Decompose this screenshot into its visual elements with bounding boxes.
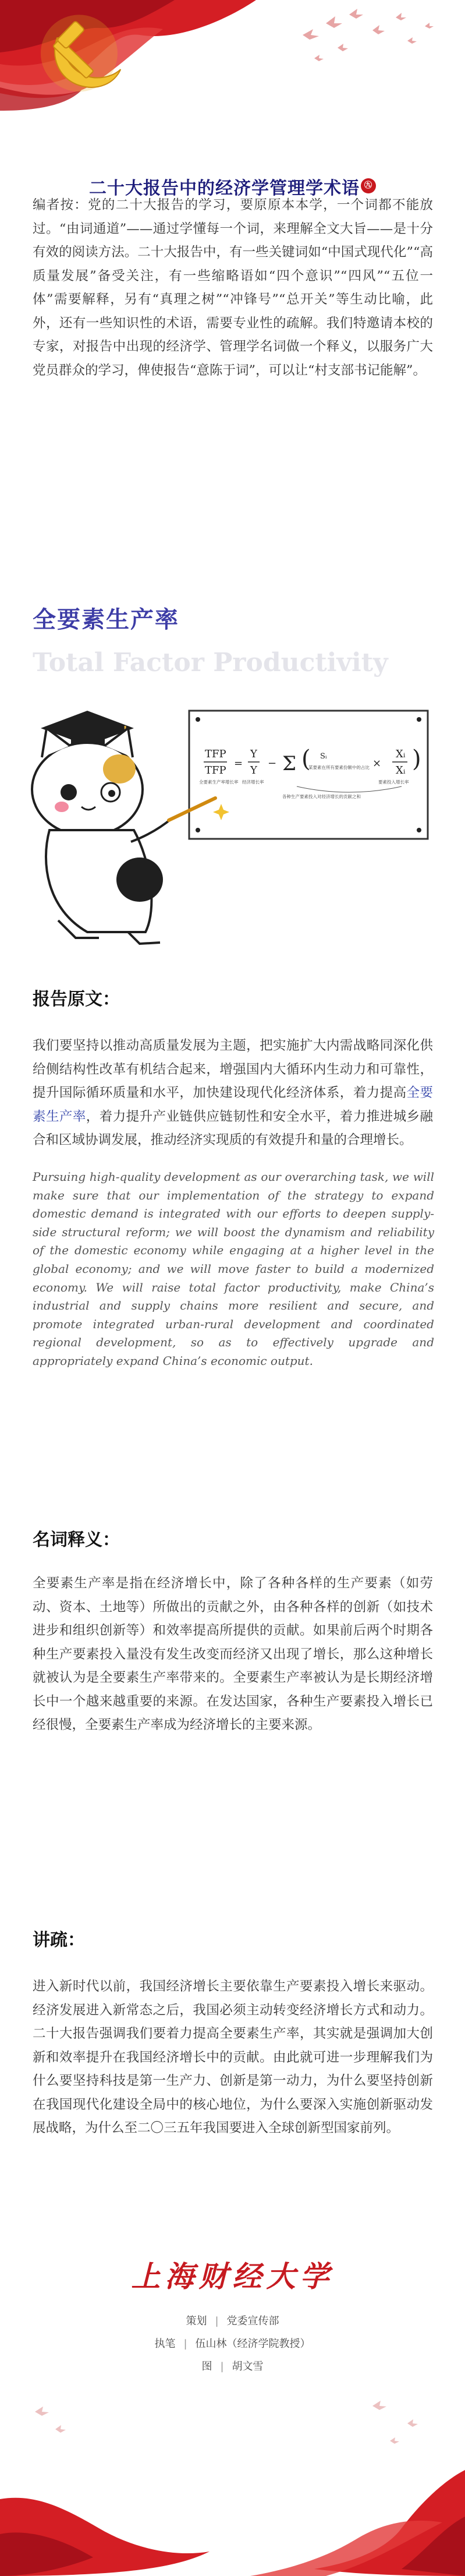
section-heading-definition: 名词释义：: [33, 1530, 120, 1550]
highlight-term: 全要素生产率: [33, 1085, 433, 1124]
term-definition-text: 全要素生产率是指在经济增长中，除了各种各样的生产要素（如劳动、资本、土地等）所做出的贡献之外，由各种各样的创新（如技术进步和组织创新等）和效率提高所提供的贡献。如果前后两个时期各种生产要素投入量没有发生改变而经济又出现了增长，那么这种增长就被认为是全要素生产率带来的。全要素生产率被认为是长期经济增长中一个越来越重要的来源。在发达国家，各种生产要素投入增长已经很慢，全要素生产率成为经济增长的主要来源。: [33, 1576, 433, 1732]
section-heading-original: 报告原文：: [33, 989, 120, 1010]
doves-decoration: [35, 2401, 418, 2444]
credit-author: 执笔 | 伍山林（经济学院教授）: [154, 2338, 311, 2350]
credit-illustration: 图 | 胡文雪: [201, 2360, 264, 2373]
page-title: 二十大报告中的经济学管理学术语 ㊈: [0, 174, 465, 199]
formula-tfp-dot: TFP: [205, 748, 226, 760]
term-illustration: [23, 687, 442, 950]
header-banner: [0, 0, 465, 157]
formula-y-dot: Y: [250, 748, 257, 760]
svg-text:×: ×: [372, 757, 382, 770]
svg-text:=: =: [234, 757, 243, 770]
footer-banner: [0, 2383, 465, 2576]
doves-decoration: [303, 9, 434, 61]
formula-si: Sᵢ: [320, 752, 327, 761]
formula-xi-dot: Xᵢ: [396, 748, 406, 760]
svg-text:): ): [412, 746, 421, 772]
svg-text:经济增长率: 经济增长率: [242, 779, 264, 785]
formula-board: [189, 711, 428, 839]
explanation-text: 进入新时代以前，我国经济增长主要依靠生产要素投入增长来驱动。经济发展进入新常态之后，我国必须主动转变经济增长方式和动力。二十大报告强调我们要着力提高全要素生产率，其实就是强调加大创新和效率提升在我国经济增长中的贡献。由此就可进一步理解我们为什么要坚持科技是第一生产力、创新是第一动力，为什么要坚持创新在我国现代化建设全局中的核心地位，为什么要深入实施创新驱动发展战略，为什么至二〇三五年我国要进入全球创新型国家前列。: [33, 1979, 433, 2136]
report-english-translation: Pursuing high-quality development as our overarching task, we will make sure that our implementation of the strategy to expand domestic demand is integrated with our efforts to deepen supply-side structural reform; we will boost the dynamism and reliability of the domestic economy while engaging at a higher level in the global economy; and we will move faster to build a modernized economy. We will raise total factor productivity, make China’s industrial and supply chains more resilient and secure, and promote integrated urban-rural development and coordinated regional development, so as to effectively upgrade and appropriately expand China’s economic output.: [33, 1170, 434, 1368]
svg-text:要素投入增长率: 要素投入增长率: [378, 779, 409, 785]
svg-text:(: (: [301, 746, 311, 772]
credit-planning: 策划 | 党委宣传部: [186, 2315, 279, 2327]
report-original-text: 我们要坚持以推动高质量发展为主题，把实施扩大内需战略同深化供给侧结构性改革有机结合起来，增强国内大循环内生动力和可靠性，提升国际循环质量和水平，加快建设现代化经济体系，着力提高全要素生产率，着力提升产业链供应链韧性和安全水平，着力推进城乡融合和区域协调发展，推动经济实现质的有效提升和量的合理增长。: [33, 1038, 433, 1148]
term-english: Total Factor Productivity: [33, 648, 388, 677]
svg-text:−: −: [268, 757, 277, 770]
svg-text:全要素生产率增长率: 全要素生产率增长率: [199, 779, 239, 785]
formula-xi: Xᵢ: [396, 764, 406, 777]
term-title: 全要素生产率: [33, 606, 179, 633]
formula-tfp: TFP: [205, 764, 226, 777]
issue-badge: ㊈: [361, 178, 376, 193]
formula-y: Y: [250, 764, 257, 777]
editor-note: 编者按：党的二十大报告的学习，要原原本本学，一个词都不能放过。“由词通道”——通过学懂每一个词，来理解全文大旨——是十分有效的阅读方法。二十大报告中，有一些关键词如“中国式现代化”“高质量发展”备受关注，有一些缩略语如“四个意识”“四风”“五位一体”需要解释，另有“真理之树”“冲锋号”“总开关”等生动比喻，此外，还有一些知识性的术语，需要专业性的疏解。我们特邀请本校的专家，对报告中出现的经济学、管理学名词做一个释义，以服务广大党员群众的学习，俾使报告“意陈于词”，可以让“村支部书记能解”。: [33, 197, 433, 378]
svg-text:某要素在所有要素份额中的占比: 某要素在所有要素份额中的占比: [308, 765, 370, 770]
university-logo: 上海财经大学: [131, 2259, 334, 2293]
section-heading-explanation: 讲疏：: [33, 1930, 85, 1950]
formula-sigma: Σ: [282, 752, 297, 775]
svg-text:各种生产要素投入对经济增长的贡献之和: 各种生产要素投入对经济增长的贡献之和: [282, 794, 361, 799]
